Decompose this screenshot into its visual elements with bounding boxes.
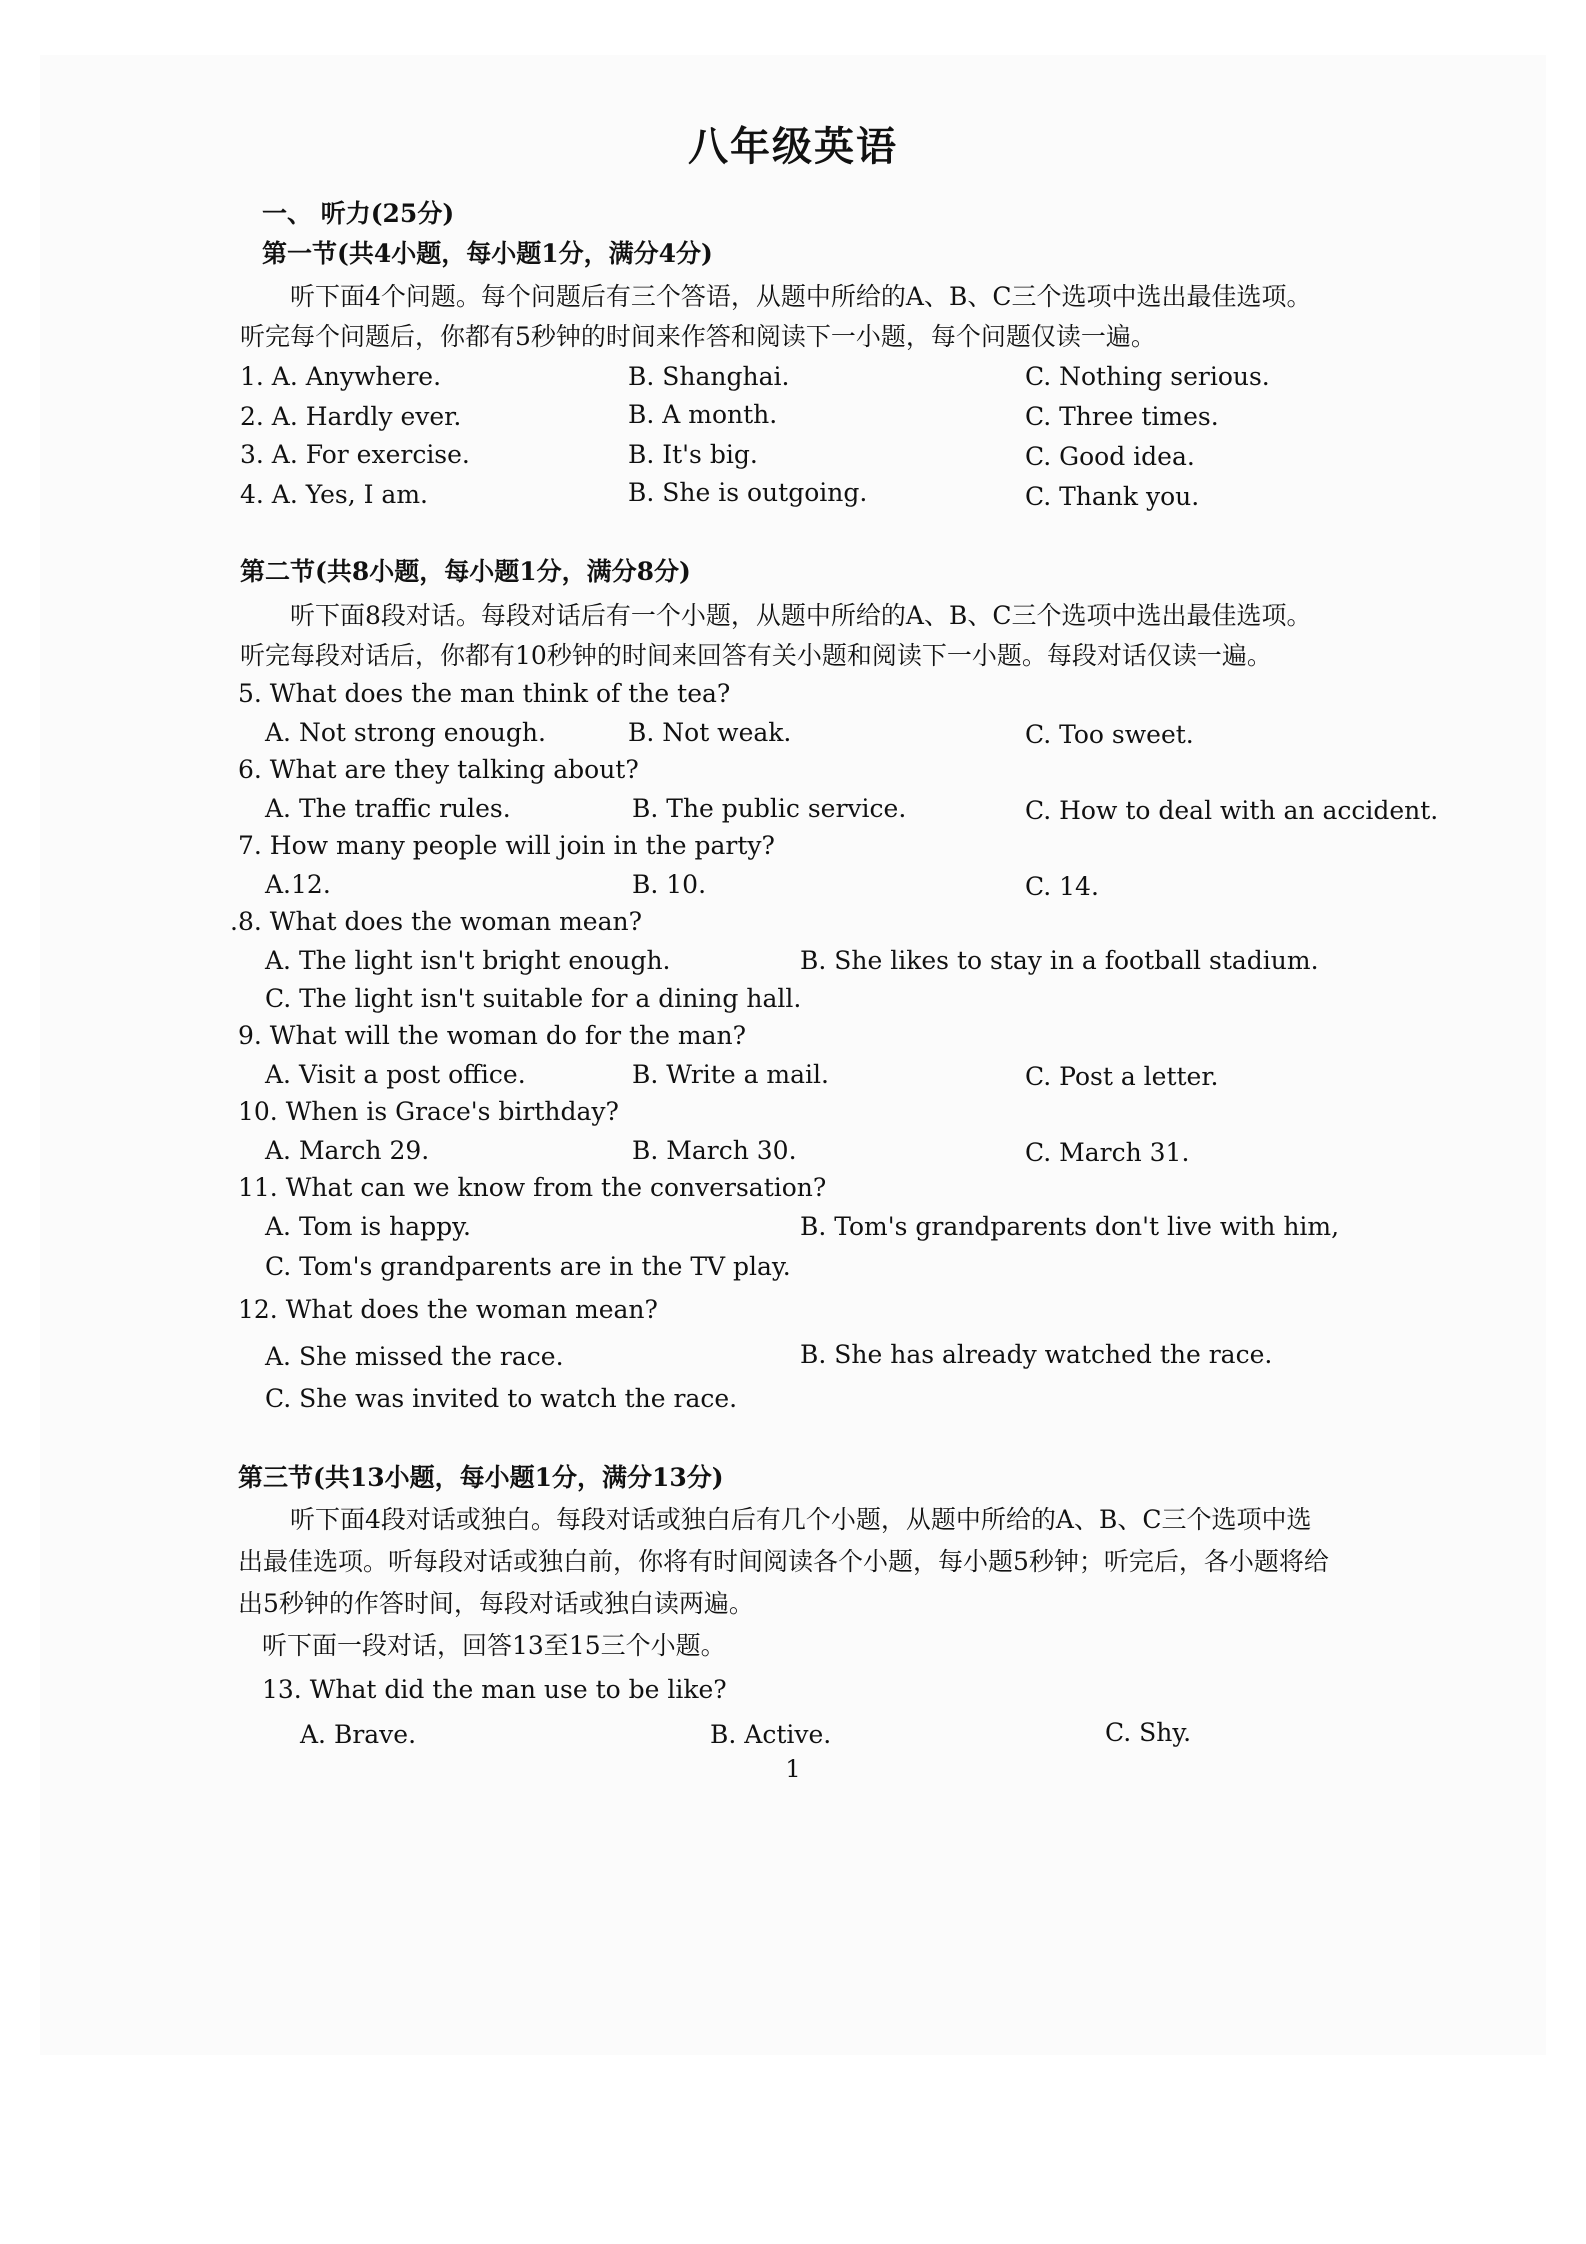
option-a: A. Visit a post office. <box>265 1060 526 1089</box>
question-stem: .8. What does the woman mean? <box>230 907 642 936</box>
section2-instruction: 听完每段对话后，你都有10秒钟的时间来回答有关小题和阅读下一小题。每段对话仅读一遍。 <box>240 641 1272 670</box>
option-b: B. A month. <box>628 400 778 429</box>
option-c: C. March 31. <box>1025 1138 1190 1167</box>
option-a: A.12. <box>265 870 331 899</box>
option-c: C. How to deal with an accident. <box>1025 796 1439 825</box>
page-number: 1 <box>785 1755 801 1783</box>
section3-subinstruction: 听下面一段对话，回答13至15三个小题。 <box>262 1631 726 1660</box>
question-stem: 5. What does the man think of the tea? <box>238 679 731 708</box>
option-a: A. The light isn't bright enough. <box>265 946 671 975</box>
option-b: B. It's big. <box>628 440 758 469</box>
section2-instruction: 听下面8段对话。每段对话后有一个小题，从题中所给的A、B、C三个选项中选出最佳选项。 <box>290 601 1312 630</box>
option-c: C. Too sweet. <box>1025 720 1194 749</box>
option-a: A. She missed the race. <box>265 1342 564 1371</box>
option-b: B. Active. <box>710 1720 832 1749</box>
option-c: C. 14. <box>1025 872 1099 901</box>
section3-instruction: 出最佳选项。听每段对话或独白前，你将有时间阅读各个小题，每小题5秒钟；听完后，各小题将给 <box>238 1547 1329 1576</box>
option-b: B. Not weak. <box>628 718 792 747</box>
option-a: 4. A. Yes, I am. <box>240 480 428 509</box>
option-c: C. Nothing serious. <box>1025 362 1270 391</box>
option-c: C. Post a letter. <box>1025 1062 1219 1091</box>
part-heading: 一、 听力(25分) <box>262 199 455 228</box>
question-stem: 13. What did the man use to be like? <box>262 1675 727 1704</box>
section1-instruction: 听完每个问题后，你都有5秒钟的时间来作答和阅读下一小题，每个问题仅读一遍。 <box>240 322 1156 351</box>
option-b: B. She is outgoing. <box>628 478 868 507</box>
option-c: C. She was invited to watch the race. <box>265 1384 738 1413</box>
option-b: B. The public service. <box>632 794 907 823</box>
question-stem: 6. What are they talking about? <box>238 755 639 784</box>
section3-heading: 第三节(共13小题，每小题1分，满分13分) <box>238 1463 724 1492</box>
question-stem: 7. How many people will join in the party? <box>238 831 775 860</box>
page-title: 八年级英语 <box>688 123 898 170</box>
section3-instruction: 听下面4段对话或独白。每段对话或独白后有几个小题，从题中所给的A、B、C三个选项中选 <box>290 1505 1312 1534</box>
option-c: C. Good idea. <box>1025 442 1195 471</box>
option-c: C. Three times. <box>1025 402 1219 431</box>
option-c: C. The light isn't suitable for a dining hall. <box>265 984 802 1013</box>
option-b: B. Tom's grandparents don't live with him, <box>800 1212 1340 1241</box>
option-a: 2. A. Hardly ever. <box>240 402 462 431</box>
option-c: C. Thank you. <box>1025 482 1200 511</box>
question-stem: 11. What can we know from the conversation? <box>238 1173 827 1202</box>
section2-heading: 第二节(共8小题，每小题1分，满分8分) <box>240 557 691 586</box>
option-c: C. Tom's grandparents are in the TV play. <box>265 1252 791 1281</box>
option-a: 3. A. For exercise. <box>240 440 470 469</box>
section1-instruction: 听下面4个问题。每个问题后有三个答语，从题中所给的A、B、C三个选项中选出最佳选项。 <box>290 282 1312 311</box>
option-c: C. Shy. <box>1105 1718 1192 1747</box>
question-stem: 9. What will the woman do for the man? <box>238 1021 747 1050</box>
option-b: B. She likes to stay in a football stadium. <box>800 946 1319 975</box>
option-b: B. Shanghai. <box>628 362 790 391</box>
question-stem: 10. When is Grace's birthday? <box>238 1097 619 1126</box>
option-a: A. Not strong enough. <box>265 718 546 747</box>
option-b: B. March 30. <box>632 1136 797 1165</box>
option-b: B. She has already watched the race. <box>800 1340 1273 1369</box>
option-b: B. 10. <box>632 870 707 899</box>
section1-heading: 第一节(共4小题，每小题1分，满分4分) <box>262 239 713 268</box>
option-a: A. March 29. <box>265 1136 430 1165</box>
option-a: A. Tom is happy. <box>265 1212 471 1241</box>
question-stem: 12. What does the woman mean? <box>238 1295 658 1324</box>
section3-instruction: 出5秒钟的作答时间，每段对话或独白读两遍。 <box>238 1589 754 1618</box>
option-b: B. Write a mail. <box>632 1060 829 1089</box>
option-a: A. The traffic rules. <box>265 794 511 823</box>
option-a: A. Brave. <box>300 1720 417 1749</box>
option-a: 1. A. Anywhere. <box>240 362 442 391</box>
